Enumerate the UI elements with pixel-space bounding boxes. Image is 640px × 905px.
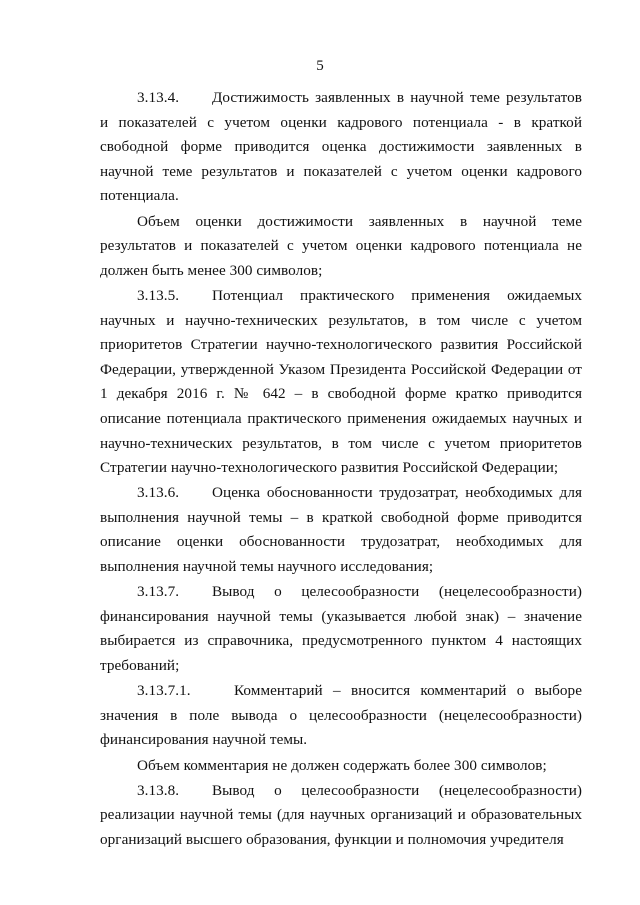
paragraph-number: 3.13.7. [137,583,180,601]
paragraph-text: Достижимость заявленных в научной теме результатов и показателей с учетом оценки кадрового потенциала - в краткой свободной форме приводится оценка достижимости заявленных в научной теме результатов и показателей с учетом оценки кадрового потенциала. [100,89,582,205]
paragraph-3-13-7-1 [100,679,582,753]
paragraph-number: 3.13.6. [137,484,180,502]
paragraph-text: Вывод о целесообразности (нецелесообразности) финансирования научной темы (указывается любой знак) – значение выбирается из справочника, предусмотренного пунктом 4 настоящих требований; [100,583,582,675]
page-number: 5 [316,58,324,74]
paragraph-comment-note [100,754,582,779]
paragraph-text: Потенциал практического применения ожидаемых научных и научно-технических результатов, в том числе с учетом приоритетов Стратегии научно-технологического развития Российской Федерации, утвержденной Указом Президента Российской Федерации от 1 декабря 2016 г. № 642 – в свободной форме кратко приводится описание потенциала практического применения ожидаемых научных и научно-технических результатов, в том числе с учетом приоритетов Стратегии научно-технологического развития Российской Федерации; [100,286,582,477]
paragraph-volume-note [100,210,582,284]
paragraph-number: 3.13.8. [137,781,180,799]
paragraph-text: Объем оценки достижимости заявленных в научной теме результатов и показателей с учетом оценки кадрового потенциала не должен быть менее 300 символов; [100,212,582,279]
paragraph-number: 3.13.5. [137,286,180,304]
paragraph-number: 3.13.7.1. [137,682,191,700]
paragraph-text: Объем комментария не должен содержать более 300 символов; [137,756,547,774]
paragraph-number: 3.13.4. [137,89,180,106]
paragraph-3-13-6 [100,481,582,579]
paragraph-text: Оценка обоснованности трудозатрат, необходимых для выполнения научной темы – в краткой свободной форме приводится описание оценки обоснованности трудозатрат, необходимых для выполнения научной темы научного исследования; [100,484,582,576]
paragraph-3-13-4 [100,86,582,209]
paragraph-3-13-5 [100,284,582,481]
paragraph-3-13-8 [100,779,582,853]
paragraph-text: Вывод о целесообразности (нецелесообразности) реализации научной темы (для научных организаций и образовательных организаций высшего образования, функции и полномочия учредителя [100,781,582,848]
paragraph-text: Комментарий – вносится комментарий о выборе значения в поле вывода о целесообразности (нецелесообразности) финансирования научной темы. [100,682,582,749]
paragraph-3-13-7 [100,580,582,678]
document-body [100,86,582,853]
